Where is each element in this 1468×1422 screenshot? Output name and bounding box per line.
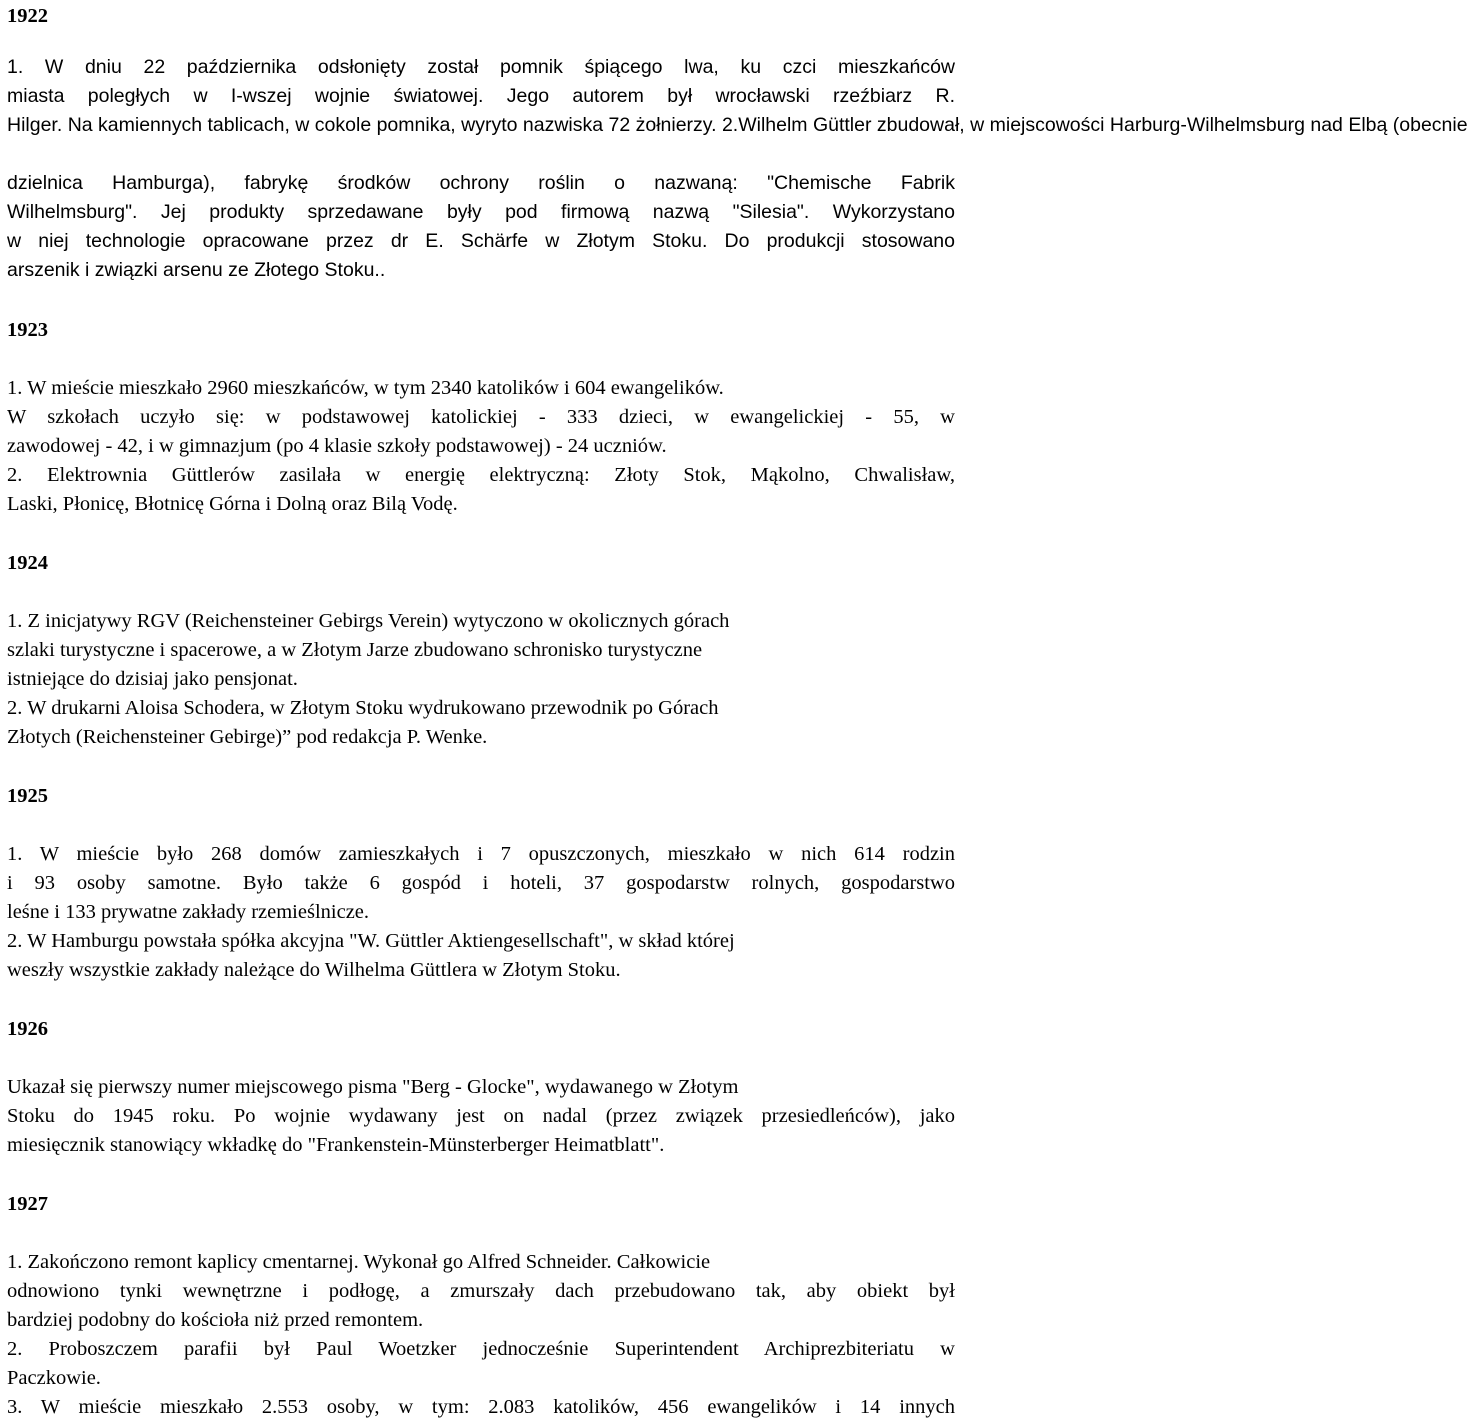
text-line: Złotych (Reichensteiner Gebirge)” pod redakcja P. Wenke. (7, 726, 488, 748)
text-line: zawodowej - 42, i w gimnazjum (po 4 klasie szkoły podstawowej) - 24 uczniów. (7, 435, 667, 457)
section-1922-text (7, 53, 955, 111)
text-line: 1. W dniu 22 października odsłonięty został pomnik śpiącego lwa, ku czci mieszkańców (7, 56, 955, 78)
year-heading-1922: 1922 (7, 5, 48, 27)
section-1923-text (7, 374, 955, 519)
text-line: odnowiono tynki wewnętrzne i podłogę, a zmurszały dach przebudowano tak, aby obiekt był (7, 1280, 955, 1302)
text-line: 1. W mieście było 268 domów zamieszkałych i 7 opuszczonych, mieszkało w nich 614 rodzin (7, 843, 955, 865)
text-line: Laski, Płonicę, Błotnicę Górna i Dolną oraz Bilą Vodę. (7, 493, 458, 515)
text-line: 2. W drukarni Aloisa Schodera, w Złotym Stoku wydrukowano przewodnik po Górach (7, 697, 719, 719)
text-line: 2. W Hamburgu powstała spółka akcyjna "W. Güttler Aktiengesellschaft", w skład której (7, 930, 735, 952)
year-heading-1923: 1923 (7, 319, 48, 341)
text-line: miasta poległych w I-wszej wojnie światowej. Jego autorem był wrocławski rzeźbiarz R. (7, 85, 955, 107)
text-line-split: Hilger. Na kamiennych tablicach, w cokole pomnika, wyryto nazwiska 72 żołnierzy. 2.Wilhelm Güttler zbudował, w miejscowości Harburg-Wilhelmsburg nad Elbą (obecnie (7, 114, 1468, 136)
text-line: bardziej podobny do kościoła niż przed remontem. (7, 1309, 424, 1331)
text-line: 1. Z inicjatywy RGV (Reichensteiner Gebirgs Verein) wytyczono w okolicznych górach (7, 610, 730, 632)
text-line: szlaki turystyczne i spacerowe, a w Złotym Jarze zbudowano schronisko turystyczne (7, 639, 703, 661)
text-line: i 93 osoby samotne. Było także 6 gospód i hoteli, 37 gospodarstw rolnych, gospodarstwo (7, 872, 955, 894)
text-line: Stoku do 1945 roku. Po wojnie wydawany jest on nadal (przez związek przesiedleńców), jako (7, 1105, 955, 1127)
text-line: Wilhelmsburg". Jej produkty sprzedawane były pod firmową nazwą "Silesia". Wykorzystano (7, 201, 955, 223)
text-line: Ukazał się pierwszy numer miejscowego pisma "Berg - Glocke", wydawanego w Złotym (7, 1076, 739, 1098)
section-1925-text (7, 840, 955, 985)
text-line: dzielnica Hamburga), fabrykę środków ochrony roślin o nazwaną: "Chemische Fabrik (7, 172, 955, 194)
text-line: weszły wszystkie zakłady należące do Wilhelma Güttlera w Złotym Stoku. (7, 959, 621, 981)
text-line: W szkołach uczyło się: w podstawowej katolickiej - 333 dzieci, w ewangelickiej - 55, w (7, 406, 955, 428)
text-line: 3. W mieście mieszkało 2.553 osoby, w tym: 2.083 katolików, 456 ewangelików i 14 innych (7, 1396, 955, 1418)
text-line: w niej technologie opracowane przez dr E. Schärfe w Złotym Stoku. Do produkcji stosowano (7, 230, 955, 252)
text-line: 2. Elektrownia Güttlerów zasilała w energię elektryczną: Złoty Stok, Mąkolno, Chwalisław, (7, 464, 955, 486)
year-heading-1925: 1925 (7, 785, 48, 807)
text-line: 1. W mieście mieszkało 2960 mieszkańców, w tym 2340 katolików i 604 ewangelików. (7, 377, 724, 399)
text-line: 2. Proboszczem parafii był Paul Woetzker jednocześnie Superintendent Archiprezbiteriatu w (7, 1338, 955, 1360)
year-heading-1924: 1924 (7, 552, 48, 574)
section-1926-text (7, 1073, 955, 1160)
text-line: leśne i 133 prywatne zakłady rzemieślnicze. (7, 901, 370, 923)
text-line: 1. Zakończono remont kaplicy cmentarnej. Wykonał go Alfred Schneider. Całkowicie (7, 1251, 711, 1273)
text-line: miesięcznik stanowiący wkładkę do "Frankenstein-Münsterberger Heimatblatt". (7, 1134, 665, 1156)
section-1924-text (7, 607, 955, 752)
year-heading-1927: 1927 (7, 1193, 48, 1215)
text-line: istniejące do dzisiaj jako pensjonat. (7, 668, 298, 690)
text-line: arszenik i związki arsenu ze Złotego Stoku.. (7, 259, 386, 281)
section-1922-text-cont (7, 169, 955, 285)
year-heading-1926: 1926 (7, 1018, 48, 1040)
text-line: Paczkowie. (7, 1367, 101, 1389)
section-1927-text (7, 1248, 955, 1422)
section-1922-text-mixed (7, 111, 1468, 140)
